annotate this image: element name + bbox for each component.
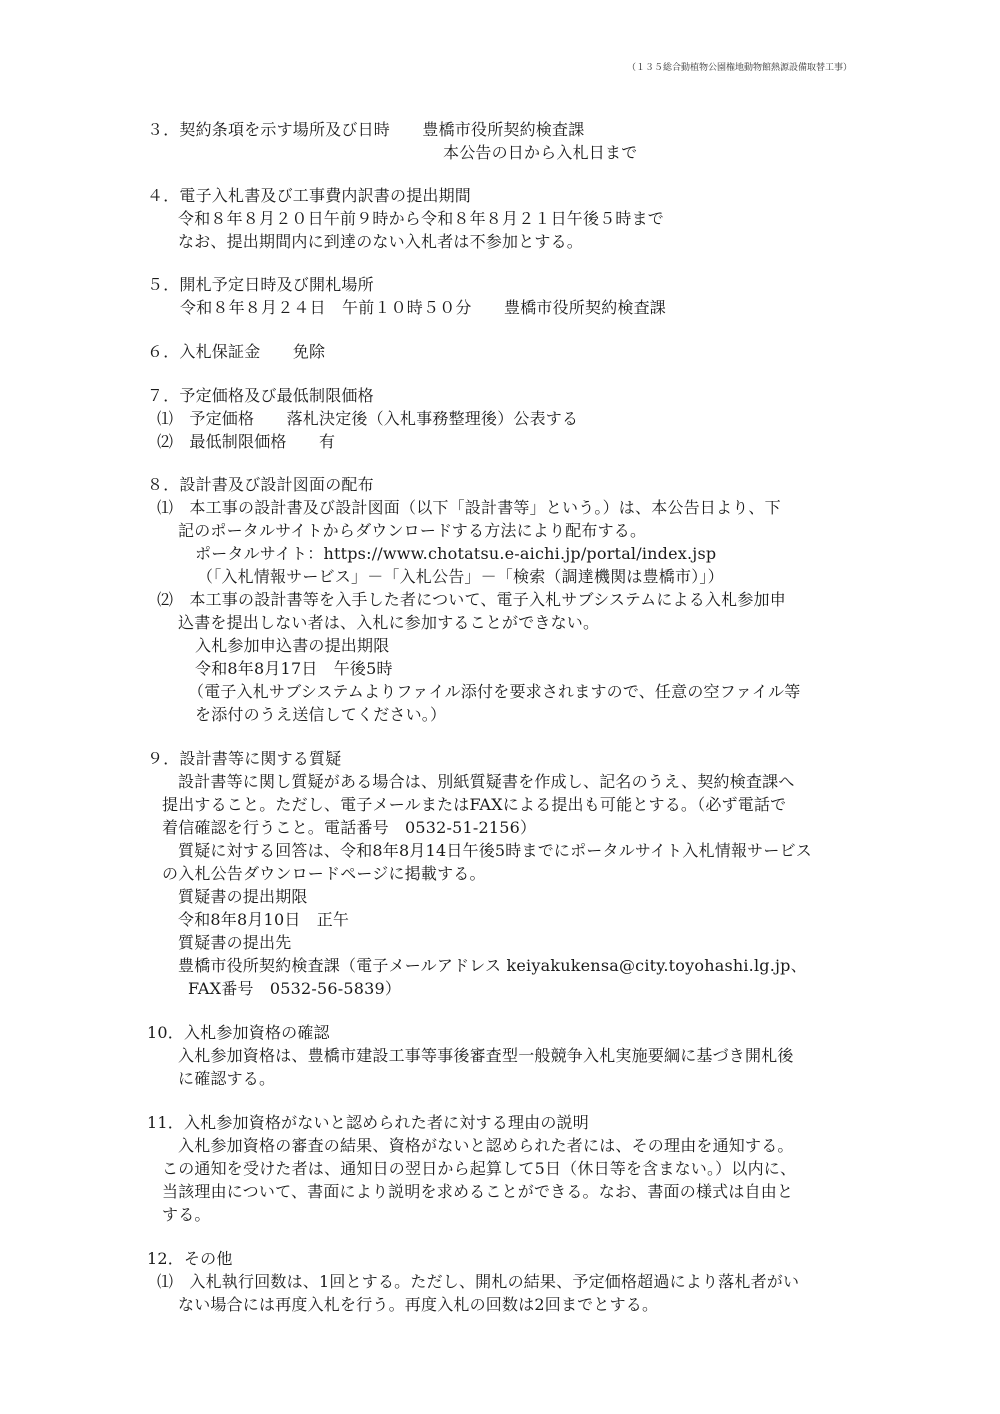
text-line: （「入札情報サービス」－「入札公告」－「検索（調達機関は豊橋市）」） [197,567,724,586]
text-line: 豊橋市役所契約検査課（電子メールアドレス keiyakukensa@city.toyohashi.lg.jp、 [178,956,807,975]
text-line: 令和８年８月２０日午前９時から令和８年８月２１日午後５時まで [178,209,665,228]
text-line: ７．予定価格及び最低制限価格 [147,386,374,405]
text-line: ⑴ 入札執行回数は、1回とする。ただし、開札の結果、予定価格超過により落札者がい [157,1272,800,1291]
text-line: ４．電子入札書及び工事費内訳書の提出期間 [147,186,472,205]
text-line: 入札参加資格は、豊橋市建設工事等事後審査型一般競争入札実施要綱に基づき開札後 [178,1046,794,1065]
text-line: 本公告の日から入札日まで [443,143,638,162]
text-line: FAX番号 0532-56-5839） [188,979,402,998]
text-line: 込書を提出しない者は、入札に参加することができない。 [178,613,600,632]
text-line: の入札公告ダウンロードページに掲載する。 [162,864,486,883]
text-line: ポータルサイト：https://www.chotatsu.e-aichi.jp/portal/index.jsp [195,544,717,563]
text-line: する。 [162,1205,211,1224]
text-line: 入札参加申込書の提出期限 [195,636,390,655]
text-line: ５．開札予定日時及び開札場所 [147,275,374,294]
text-line: （電子入札サブシステムよりファイル添付を要求されますので、任意の空ファイル等 [188,682,801,701]
text-line: 設計書等に関し質疑がある場合は、別紙質疑書を作成し、記名のうえ、契約検査課へ [178,772,795,791]
text-line: に確認する。 [178,1069,276,1088]
text-line: 12．その他 [147,1249,233,1268]
text-line: なお、提出期間内に到達のない入札者は不参加とする。 [178,232,584,251]
text-line: ９．設計書等に関する質疑 [147,749,342,768]
text-line: ⑵ 本工事の設計書等を入手した者について、電子入札サブシステムによる入札参加申 [157,590,786,609]
text-line: ない場合には再度入札を行う。再度入札の回数は2回までとする。 [178,1295,659,1314]
text-line: ６．入札保証金 免除 [147,342,326,361]
text-line: 10．入札参加資格の確認 [147,1023,330,1042]
text-line: 質疑に対する回答は、令和8年8月14日午後5時までにポータルサイト入札情報サービス [178,841,812,860]
text-line: ３．契約条項を示す場所及び日時 豊橋市役所契約検査課 [147,120,585,139]
text-line: 記のポータルサイトからダウンロードする方法により配布する。 [178,521,647,540]
text-line: 入札参加資格の審査の結果、資格がないと認められた者には、その理由を通知する。 [178,1136,794,1155]
text-line: 当該理由について、書面により説明を求めることができる。なお、書面の様式は自由と [162,1182,794,1201]
text-line: 令和８年８月２４日 午前１０時５０分 豊橋市役所契約検査課 [180,298,667,317]
text-line: 質疑書の提出期限 [178,887,308,906]
text-line: 令和8年8月10日 正午 [178,910,350,929]
text-line: ８．設計書及び設計図面の配布 [147,475,374,494]
text-line: ⑴ 本工事の設計書及び設計図面（以下「設計書等」という。）は、本公告日より、下 [157,498,781,517]
text-line: 提出すること。ただし、電子メールまたはFAXによる提出も可能とする。（必ず電話で [162,795,787,814]
text-line: ⑴ 予定価格 落札決定後（入札事務整理後）公表する [157,409,579,428]
text-line: を添付のうえ送信してください。） [195,705,447,724]
document-header-code: （１３５総合動植物公園権地動物館熱源設備取替工事） [626,63,852,73]
text-line: ⑵ 最低制限価格 有 [157,432,336,451]
text-line: 11．入札参加資格がないと認められた者に対する理由の説明 [147,1113,589,1132]
text-line: この通知を受けた者は、通知日の翌日から起算して5日（休日等を含まない。）以内に、 [162,1159,797,1178]
text-line: 令和8年8月17日 午後5時 [195,659,393,678]
text-line: 質疑書の提出先 [178,933,292,952]
text-line: 着信確認を行うこと。電話番号 0532-51-2156） [162,818,537,837]
